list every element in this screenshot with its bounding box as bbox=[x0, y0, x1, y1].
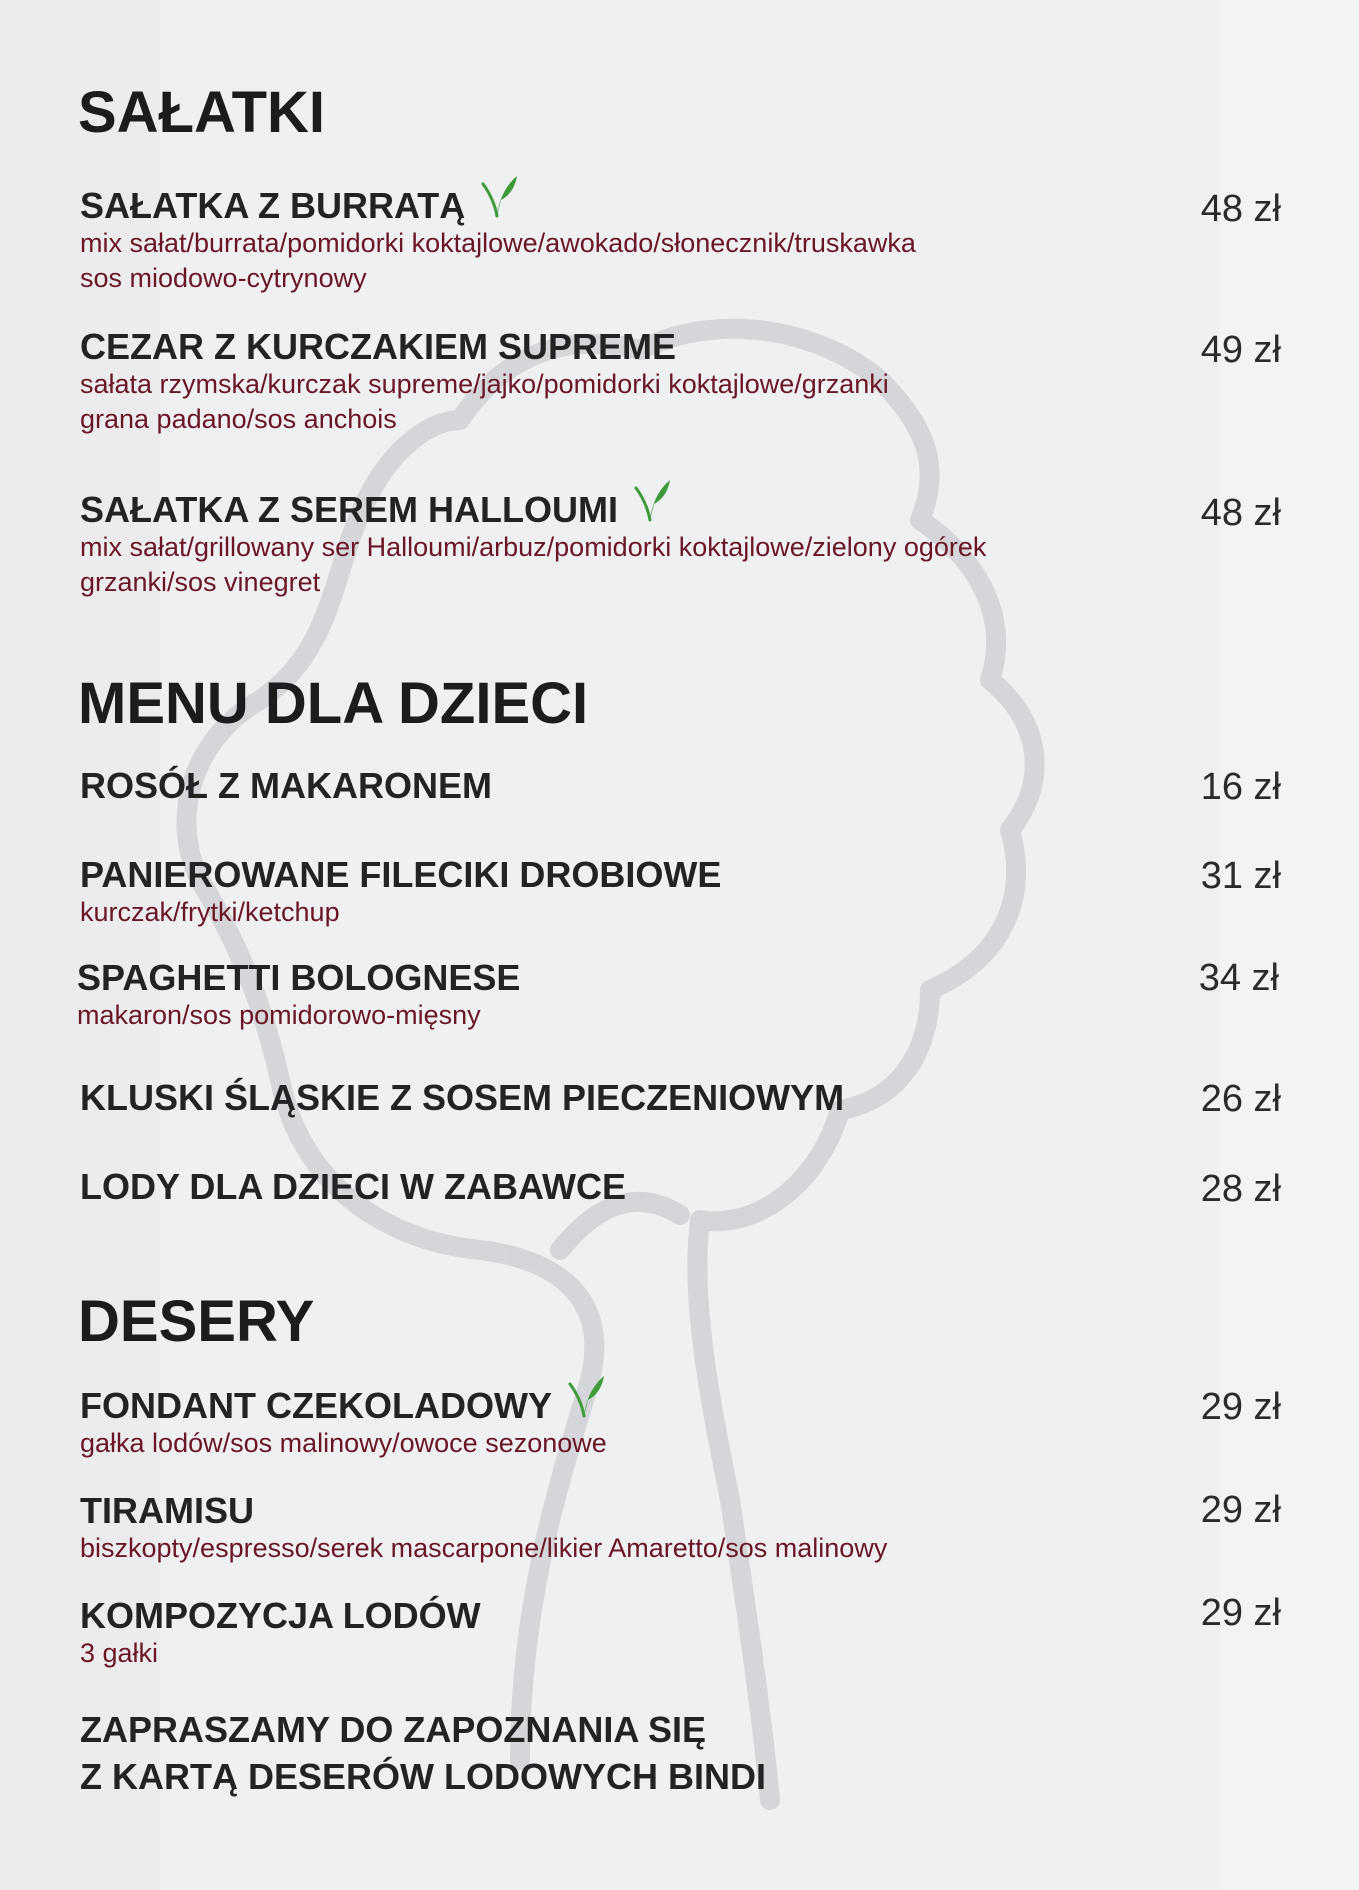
menu-item bbox=[80, 1078, 1280, 1118]
menu-item bbox=[77, 958, 1277, 1033]
item-name: ROSÓŁ Z MAKARONEM bbox=[80, 765, 492, 806]
menu-item bbox=[80, 1596, 1280, 1671]
leaf-sprout-icon bbox=[481, 172, 521, 218]
item-price: 16 zł bbox=[1200, 766, 1281, 808]
item-name-row bbox=[80, 1386, 1280, 1426]
item-name-row bbox=[80, 490, 1280, 530]
menu-item bbox=[80, 1386, 1280, 1461]
item-price: 34 zł bbox=[1198, 957, 1279, 999]
item-name-row bbox=[80, 855, 1280, 895]
footer-line: Z KARTĄ DESERÓW LODOWYCH BINDI bbox=[80, 1756, 766, 1797]
item-name: LODY DLA DZIECI W ZABAWCE bbox=[80, 1166, 626, 1207]
item-name: CEZAR Z KURCZAKIEM SUPREME bbox=[80, 326, 677, 367]
item-price: 49 zł bbox=[1200, 329, 1281, 371]
item-name: KLUSKI ŚLĄSKIE Z SOSEM PIECZENIOWYM bbox=[80, 1077, 845, 1118]
section-title-desserts: DESERY bbox=[78, 1289, 315, 1354]
item-name: TIRAMISU bbox=[80, 1490, 254, 1531]
item-description: kurczak/frytki/ketchup bbox=[80, 897, 340, 927]
item-price: 31 zł bbox=[1200, 855, 1281, 897]
item-name-row bbox=[80, 186, 1280, 226]
item-price: 48 zł bbox=[1200, 492, 1281, 534]
menu-item bbox=[80, 1491, 1280, 1566]
item-description: sałata rzymska/kurczak supreme/jajko/pomidorki koktajlowe/grzanki bbox=[80, 369, 889, 399]
menu-item bbox=[80, 1166, 1281, 1210]
item-description: mix sałat/burrata/pomidorki koktajlowe/awokado/słonecznik/truskawka bbox=[80, 228, 916, 258]
item-name: KOMPOZYCJA LODÓW bbox=[80, 1595, 481, 1636]
footer-line: ZAPRASZAMY DO ZAPOZNANIA SIĘ bbox=[80, 1709, 707, 1750]
item-name-row bbox=[80, 766, 1280, 806]
item-description: makaron/sos pomidorowo-mięsny bbox=[77, 1000, 481, 1030]
item-name: SAŁATKA Z BURRATĄ bbox=[80, 185, 466, 226]
item-name: FONDANT CZEKOLADOWY bbox=[80, 1385, 552, 1426]
item-description: grana padano/sos anchois bbox=[80, 404, 397, 434]
item-name: PANIEROWANE FILECIKI DROBIOWE bbox=[80, 854, 722, 895]
section-title-salads: SAŁATKI bbox=[78, 80, 326, 145]
section-title-kids: MENU DLA DZIECI bbox=[78, 671, 589, 736]
menu-item bbox=[80, 490, 1280, 600]
item-name-row bbox=[80, 1491, 1280, 1531]
item-price: 29 zł bbox=[1200, 1386, 1281, 1428]
footer-invitation bbox=[80, 1706, 766, 1800]
item-name-row bbox=[77, 958, 1277, 998]
item-price: 29 zł bbox=[1200, 1489, 1281, 1531]
item-description: mix sałat/grillowany ser Halloumi/arbuz/pomidorki koktajlowe/zielony ogórek bbox=[80, 532, 987, 562]
menu-item bbox=[80, 186, 1280, 296]
item-price: 29 zł bbox=[1200, 1592, 1281, 1634]
item-price: 28 zł bbox=[1200, 1168, 1281, 1210]
item-description: grzanki/sos vinegret bbox=[80, 567, 321, 597]
item-description: 3 gałki bbox=[80, 1638, 159, 1668]
menu-item bbox=[80, 327, 1280, 437]
leaf-sprout-icon bbox=[634, 476, 674, 522]
leaf-sprout-icon bbox=[568, 1372, 608, 1418]
menu-item bbox=[80, 855, 1280, 930]
item-name: SAŁATKA Z SEREM HALLOUMI bbox=[80, 489, 618, 530]
item-price: 48 zł bbox=[1200, 188, 1281, 230]
item-name-row bbox=[80, 1166, 1281, 1210]
item-description: sos miodowo-cytrynowy bbox=[80, 263, 367, 293]
item-description: gałka lodów/sos malinowy/owoce sezonowe bbox=[80, 1428, 607, 1458]
item-name-row bbox=[80, 327, 1280, 367]
item-name: SPAGHETTI BOLOGNESE bbox=[77, 957, 521, 998]
item-name-row bbox=[80, 1078, 1280, 1118]
item-name-row bbox=[80, 1596, 1280, 1636]
item-description: biszkopty/espresso/serek mascarpone/likier Amaretto/sos malinowy bbox=[80, 1533, 888, 1563]
menu-item bbox=[80, 766, 1280, 806]
item-price: 26 zł bbox=[1200, 1078, 1281, 1120]
